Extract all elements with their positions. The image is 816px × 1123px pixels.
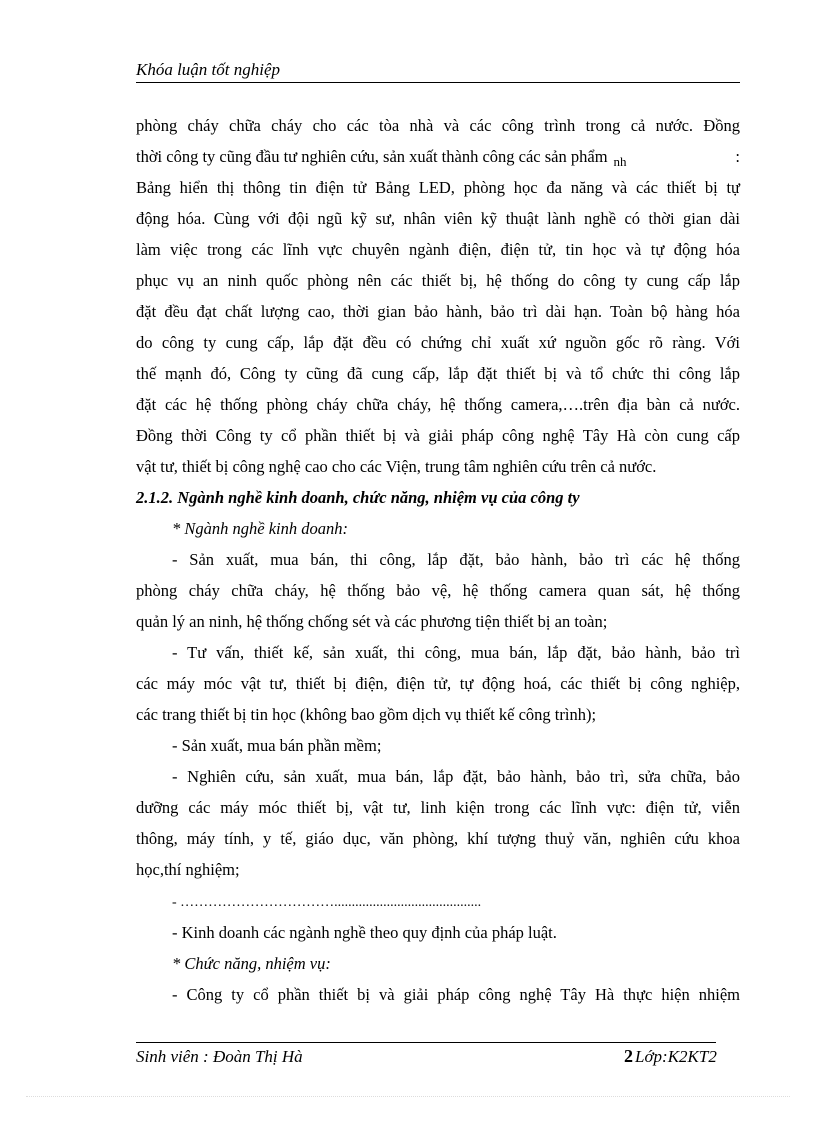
body-line-4: động hóa. Cùng với đội ngũ kỹ sư, nhân viên kỹ thuật lành nghề có thời gian dài <box>136 209 740 228</box>
page-header <box>136 58 740 83</box>
page-number: 2 <box>624 1046 633 1066</box>
subheading-business: * Ngành nghề kinh doanh: <box>172 519 348 538</box>
list-item: - Nghiên cứu, sản xuất, mua bán, lắp đặt, bảo hành, bảo trì, sửa chữa, bảo <box>172 767 740 786</box>
list-item: quản lý an ninh, hệ thống chống sét và các phương tiện thiết bị an toàn; <box>136 612 608 631</box>
list-item: các trang thiết bị tin học (không bao gồm dịch vụ thiết kế công trình); <box>136 705 597 724</box>
footer-class: Lớp:K2KT2 <box>635 1047 717 1066</box>
body-line-2-small: nh <box>613 154 627 169</box>
body-line-11: Đồng thời Công ty cổ phần thiết bị và giải pháp công nghệ Tây Hà còn cung cấp <box>136 426 740 445</box>
body-line-6: phục vụ an ninh quốc phòng nên các thiết bị, hệ thống do công ty cung cấp lắp <box>136 271 740 290</box>
body-line-7: đặt đều đạt chất lượng cao, thời gian bảo hành, bảo trì dài hạn. Toàn bộ hàng hóa <box>136 302 740 321</box>
body-line-10: đặt các hệ thống phòng cháy chữa cháy, hệ thống camera,….trên địa bàn cả nước. <box>136 395 740 414</box>
list-item: các máy móc vật tư, thiết bị điện, điện tử, tự động hoá, các thiết bị công nghiệp, <box>136 674 740 693</box>
body-line-2-text: thời công ty cũng đầu tư nghiên cứu, sản xuất thành công các sản phẩm <box>136 147 608 166</box>
body-line-12: vật tư, thiết bị công nghệ cao cho các Viện, trung tâm nghiên cứu trên cả nước. <box>136 457 657 476</box>
list-item: - Tư vấn, thiết kế, sản xuất, thi công, mua bán, lắp đặt, bảo hành, bảo trì <box>172 643 740 662</box>
section-heading: 2.1.2. Ngành nghề kinh doanh, chức năng, nhiệm vụ của công ty <box>136 488 580 507</box>
list-item: - Kinh doanh các ngành nghề theo quy định của pháp luật. <box>172 923 557 942</box>
body-line-8: do công ty cung cấp, lắp đặt đều có chứng chỉ xuất xứ nguồn gốc rõ ràng. Với <box>136 333 740 352</box>
list-item: - Sản xuất, mua bán phần mềm; <box>172 736 382 755</box>
body-line-3: Bảng hiển thị thông tin điện tử Bảng LED, phòng học đa năng và các thiết bị tự <box>136 178 740 197</box>
list-item: thông, máy tính, y tế, giáo dục, văn phòng, khí tượng thuỷ văn, nghiên cứu khoa <box>136 829 740 848</box>
body-line-2 <box>136 146 740 168</box>
list-item: dưỡng các máy móc thiết bị, vật tư, linh kiện trong các lĩnh vực: điện tử, viễn <box>136 798 740 817</box>
list-item: phòng cháy chữa cháy, hệ thống bảo vệ, hệ thống camera quan sát, hệ thống <box>136 581 740 600</box>
body-line-2-colon: : <box>735 147 740 166</box>
body-line-5: làm việc trong các lĩnh vực chuyên ngành điện, điện tử, tin học và tự động hóa <box>136 240 740 259</box>
subheading-functions: * Chức năng, nhiệm vụ: <box>172 954 331 973</box>
list-item-ellipsis: - …………………………….......................................... <box>172 895 482 910</box>
page-bottom-divider <box>26 1096 790 1097</box>
list-item: - Công ty cổ phần thiết bị và giải pháp công nghệ Tây Hà thực hiện nhiệm <box>172 985 740 1004</box>
footer-right <box>624 1045 717 1068</box>
body-line-1: phòng cháy chữa cháy cho các tòa nhà và các công trình trong cả nước. Đồng <box>136 116 740 135</box>
list-item: học,thí nghiệm; <box>136 860 240 879</box>
list-item: - Sản xuất, mua bán, thi công, lắp đặt, bảo hành, bảo trì các hệ thống <box>172 550 740 569</box>
body-line-9: thế mạnh đó, Công ty cũng đã cung cấp, lắp đặt thiết bị và tổ chức thi công lắp <box>136 364 740 383</box>
footer-rule <box>136 1042 716 1043</box>
header-title: Khóa luận tốt nghiệp <box>136 60 281 79</box>
footer-student: Sinh viên : Đoàn Thị Hà <box>136 1047 303 1066</box>
